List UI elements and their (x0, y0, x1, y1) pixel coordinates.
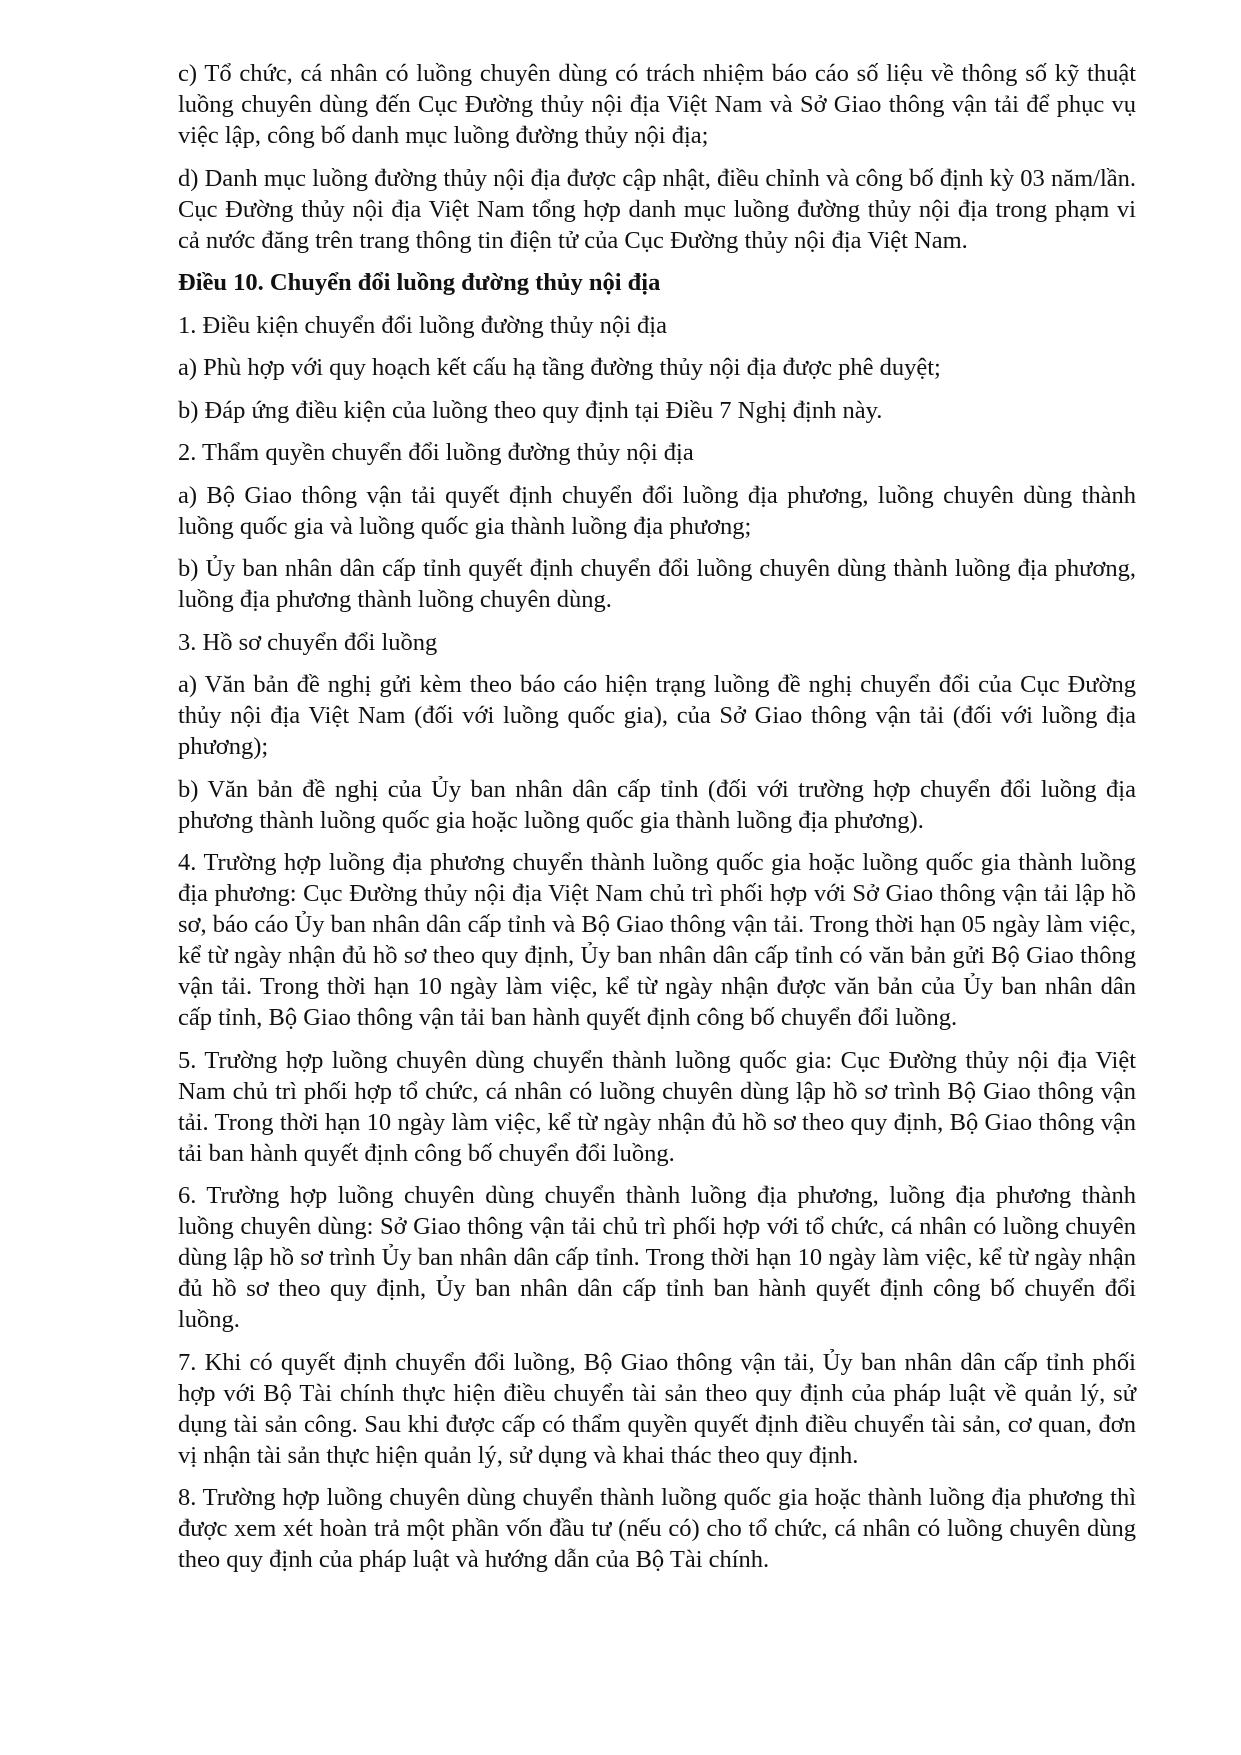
clause-2b: b) Ủy ban nhân dân cấp tỉnh quyết định chuyển đổi luồng chuyên dùng thành luồng địa phương, luồng địa phương thành luồng chuyên dùng. (178, 555, 1136, 613)
clause-1b: b) Đáp ứng điều kiện của luồng theo quy định tại Điều 7 Nghị định này. (178, 396, 883, 424)
clause-2-authority: 2. Thẩm quyền chuyển đổi luồng đường thủy nội địa (178, 439, 694, 466)
clause-3-dossier: 3. Hồ sơ chuyển đổi luồng (178, 628, 438, 656)
clause-3b: b) Văn bản đề nghị của Ủy ban nhân dân cấp tỉnh (đối với trường hợp chuyển đổi luồng địa phương thành luồng quốc gia hoặc luồng quốc gia thành luồng địa phương). (178, 775, 1136, 834)
clause-1a: a) Phù hợp với quy hoạch kết cấu hạ tầng đường thủy nội địa được phê duyệt; (178, 354, 941, 381)
clause-7: 7. Khi có quyết định chuyển đổi luồng, Bộ Giao thông vận tải, Ủy ban nhân dân cấp tỉnh phối hợp với Bộ Tài chính thực hiện điều chuyển tài sản theo quy định của pháp luật về quản lý, sử dụng tài sản công. Sau khi được cấp có thẩm quyền quyết định điều chuyển tài sản, cơ quan, đơn vị nhận tài sản thực hiện quản lý, sử dụng và khai thác theo quy định. (178, 1348, 1136, 1469)
clause-8: 8. Trường hợp luồng chuyên dùng chuyển thành luồng quốc gia hoặc thành luồng địa phương thì được xem xét hoàn trả một phần vốn đầu tư (nếu có) cho tổ chức, cá nhân có luồng chuyên dùng theo quy định của pháp luật và hướng dẫn của Bộ Tài chính. (178, 1484, 1136, 1573)
clause-6: 6. Trường hợp luồng chuyên dùng chuyển thành luồng địa phương, luồng địa phương thành luồng chuyên dùng: Sở Giao thông vận tải chủ trì phối hợp với tổ chức, cá nhân có luồng chuyên dùng lập hồ sơ trình Ủy ban nhân dân cấp tỉnh. Trong thời hạn 10 ngày làm việc, kể từ ngày nhận đủ hồ sơ theo quy định, Ủy ban nhân dân cấp tỉnh ban hành quyết định công bố chuyển đổi luồng. (178, 1182, 1136, 1333)
paragraph-c-report: c) Tổ chức, cá nhân có luồng chuyên dùng có trách nhiệm báo cáo số liệu về thông số kỹ thuật luồng chuyên dùng đến Cục Đường thủy nội địa Việt Nam và Sở Giao thông vận tải để phục vụ việc lập, công bố danh mục luồng đường thủy nội địa; (178, 60, 1136, 149)
clause-3a: a) Văn bản đề nghị gửi kèm theo báo cáo hiện trạng luồng đề nghị chuyển đổi của Cục Đường thủy nội địa Việt Nam (đối với luồng quốc gia), của Sở Giao thông vận tải (đối với luồng địa phương); (178, 671, 1136, 760)
document-page (178, 58, 1136, 1587)
clause-2a: a) Bộ Giao thông vận tải quyết định chuyển đổi luồng địa phương, luồng chuyên dùng thành luồng quốc gia và luồng quốc gia thành luồng địa phương; (178, 481, 1136, 540)
clause-4: 4. Trường hợp luồng địa phương chuyển thành luồng quốc gia hoặc luồng quốc gia thành luồng địa phương: Cục Đường thủy nội địa Việt Nam chủ trì phối hợp với Sở Giao thông vận tải lập hồ sơ, báo cáo Ủy ban nhân dân cấp tỉnh và Bộ Giao thông vận tải. Trong thời hạn 05 ngày làm việc, kể từ ngày nhận đủ hồ sơ theo quy định, Ủy ban nhân dân cấp tỉnh có văn bản gửi Bộ Giao thông vận tải. Trong thời hạn 10 ngày làm việc, kể từ ngày nhận được văn bản của Ủy ban nhân dân cấp tỉnh, Bộ Giao thông vận tải ban hành quyết định công bố chuyển đổi luồng. (178, 849, 1136, 1031)
clause-5: 5. Trường hợp luồng chuyên dùng chuyển thành luồng quốc gia: Cục Đường thủy nội địa Việt Nam chủ trì phối hợp tổ chức, cá nhân có luồng chuyên dùng lập hồ sơ trình Bộ Giao thông vận tải. Trong thời hạn 10 ngày làm việc, kể từ ngày nhận đủ hồ sơ theo quy định, Bộ Giao thông vận tải ban hành quyết định công bố chuyển đổi luồng. (178, 1046, 1136, 1167)
clause-1-conditions: 1. Điều kiện chuyển đổi luồng đường thủy nội địa (178, 311, 667, 339)
paragraph-d-catalog: d) Danh mục luồng đường thủy nội địa được cập nhật, điều chỉnh và công bố định kỳ 03 năm/lần. Cục Đường thủy nội địa Việt Nam tổng hợp danh mục luồng đường thủy nội địa trong phạm vi cả nước đăng trên trang thông tin điện tử của Cục Đường thủy nội địa Việt Nam. (178, 164, 1136, 254)
article-10-heading: Điều 10. Chuyển đổi luồng đường thủy nội địa (178, 269, 661, 296)
